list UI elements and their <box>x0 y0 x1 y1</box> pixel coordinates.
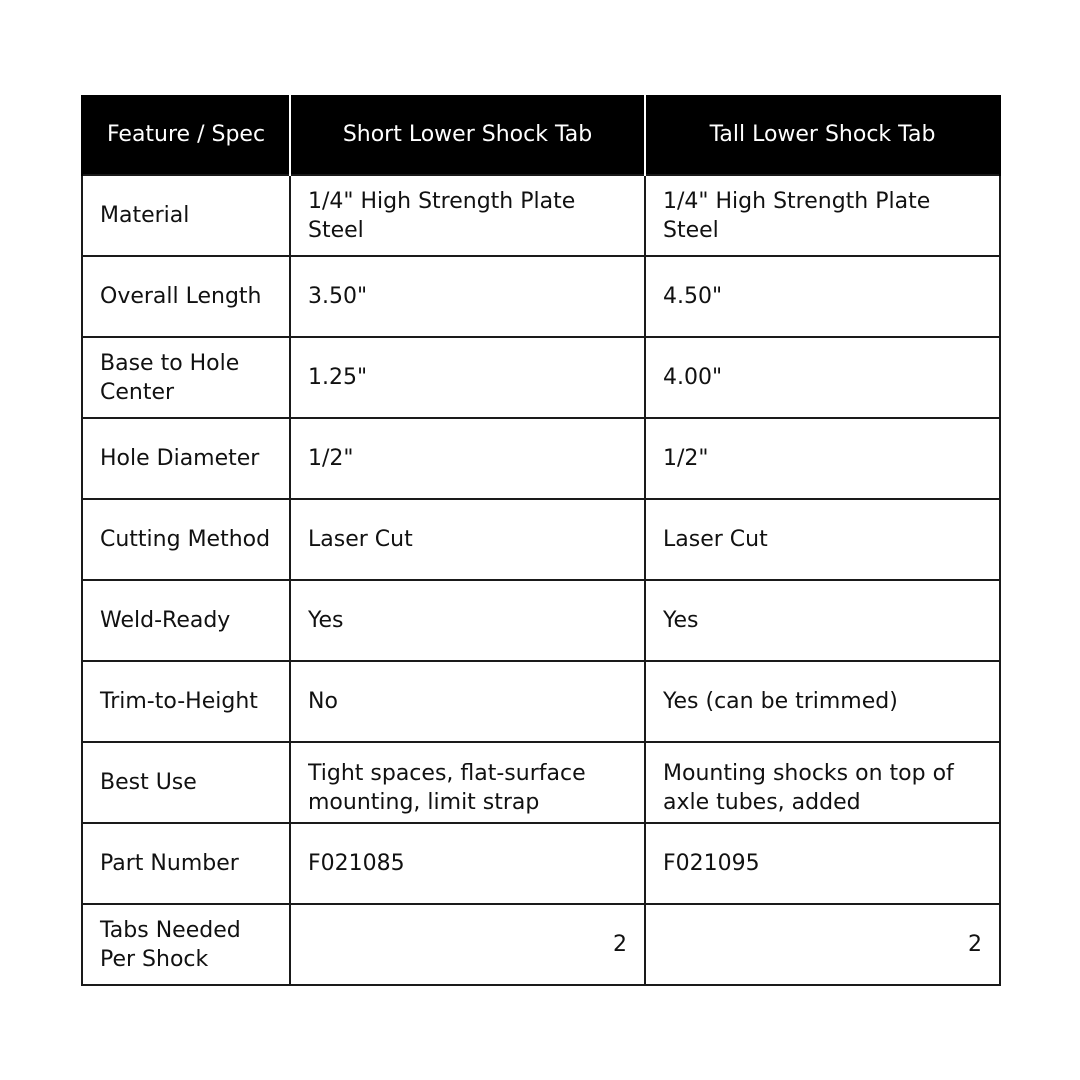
tall-tab-cell: 4.00" <box>645 337 1000 418</box>
short-tab-cell: F021085 <box>290 823 645 904</box>
feature-cell: Weld-Ready <box>82 580 290 661</box>
short-tab-cell <box>290 742 645 823</box>
table-row-weld-ready <box>82 580 1000 661</box>
short-tab-cell: Laser Cut <box>290 499 645 580</box>
tall-tab-cell: Yes <box>645 580 1000 661</box>
short-tab-cell: 3.50" <box>290 256 645 337</box>
short-tab-cell: Yes <box>290 580 645 661</box>
header-tall-lower-shock-tab: Tall Lower Shock Tab <box>645 95 1000 175</box>
feature-cell: Material <box>82 175 290 256</box>
short-tab-cell: 1/2" <box>290 418 645 499</box>
feature-cell: Best Use <box>82 742 290 823</box>
table-row-cutting-method <box>82 499 1000 580</box>
spec-comparison-table <box>81 95 1001 986</box>
tall-tab-cell: 2 <box>645 904 1000 985</box>
tall-tab-cell: Yes (can be trimmed) <box>645 661 1000 742</box>
feature-cell: Part Number <box>82 823 290 904</box>
header-short-lower-shock-tab: Short Lower Shock Tab <box>290 95 645 175</box>
table-row-best-use <box>82 742 1000 823</box>
tall-tab-cell: 1/4" High Strength Plate Steel <box>645 175 1000 256</box>
feature-cell: Hole Diameter <box>82 418 290 499</box>
feature-cell: Base to Hole Center <box>82 337 290 418</box>
feature-cell: Overall Length <box>82 256 290 337</box>
table-row-hole-diameter <box>82 418 1000 499</box>
best-use-short-text: Tight spaces, flat-surface mounting, limit strap <box>308 761 586 815</box>
header-feature-spec: Feature / Spec <box>82 95 290 175</box>
feature-cell: Tabs Needed Per Shock <box>82 904 290 985</box>
tall-tab-cell: F021095 <box>645 823 1000 904</box>
tall-tab-cell <box>645 742 1000 823</box>
table-header-row <box>82 95 1000 175</box>
short-tab-cell: 1/4" High Strength Plate Steel <box>290 175 645 256</box>
short-tab-cell: No <box>290 661 645 742</box>
table-row-trim-to-height <box>82 661 1000 742</box>
tall-tab-cell: Laser Cut <box>645 499 1000 580</box>
short-tab-cell: 2 <box>290 904 645 985</box>
tall-tab-cell: 1/2" <box>645 418 1000 499</box>
table-row-material <box>82 175 1000 256</box>
feature-cell: Trim-to-Height <box>82 661 290 742</box>
best-use-tall-text: Mounting shocks on top of axle tubes, added <box>663 761 954 815</box>
feature-cell: Cutting Method <box>82 499 290 580</box>
table-row-overall-length <box>82 256 1000 337</box>
tall-tab-cell: 4.50" <box>645 256 1000 337</box>
table-row-base-to-hole-center <box>82 337 1000 418</box>
table-row-part-number <box>82 823 1000 904</box>
short-tab-cell: 1.25" <box>290 337 645 418</box>
table-row-tabs-needed-per-shock <box>82 904 1000 985</box>
